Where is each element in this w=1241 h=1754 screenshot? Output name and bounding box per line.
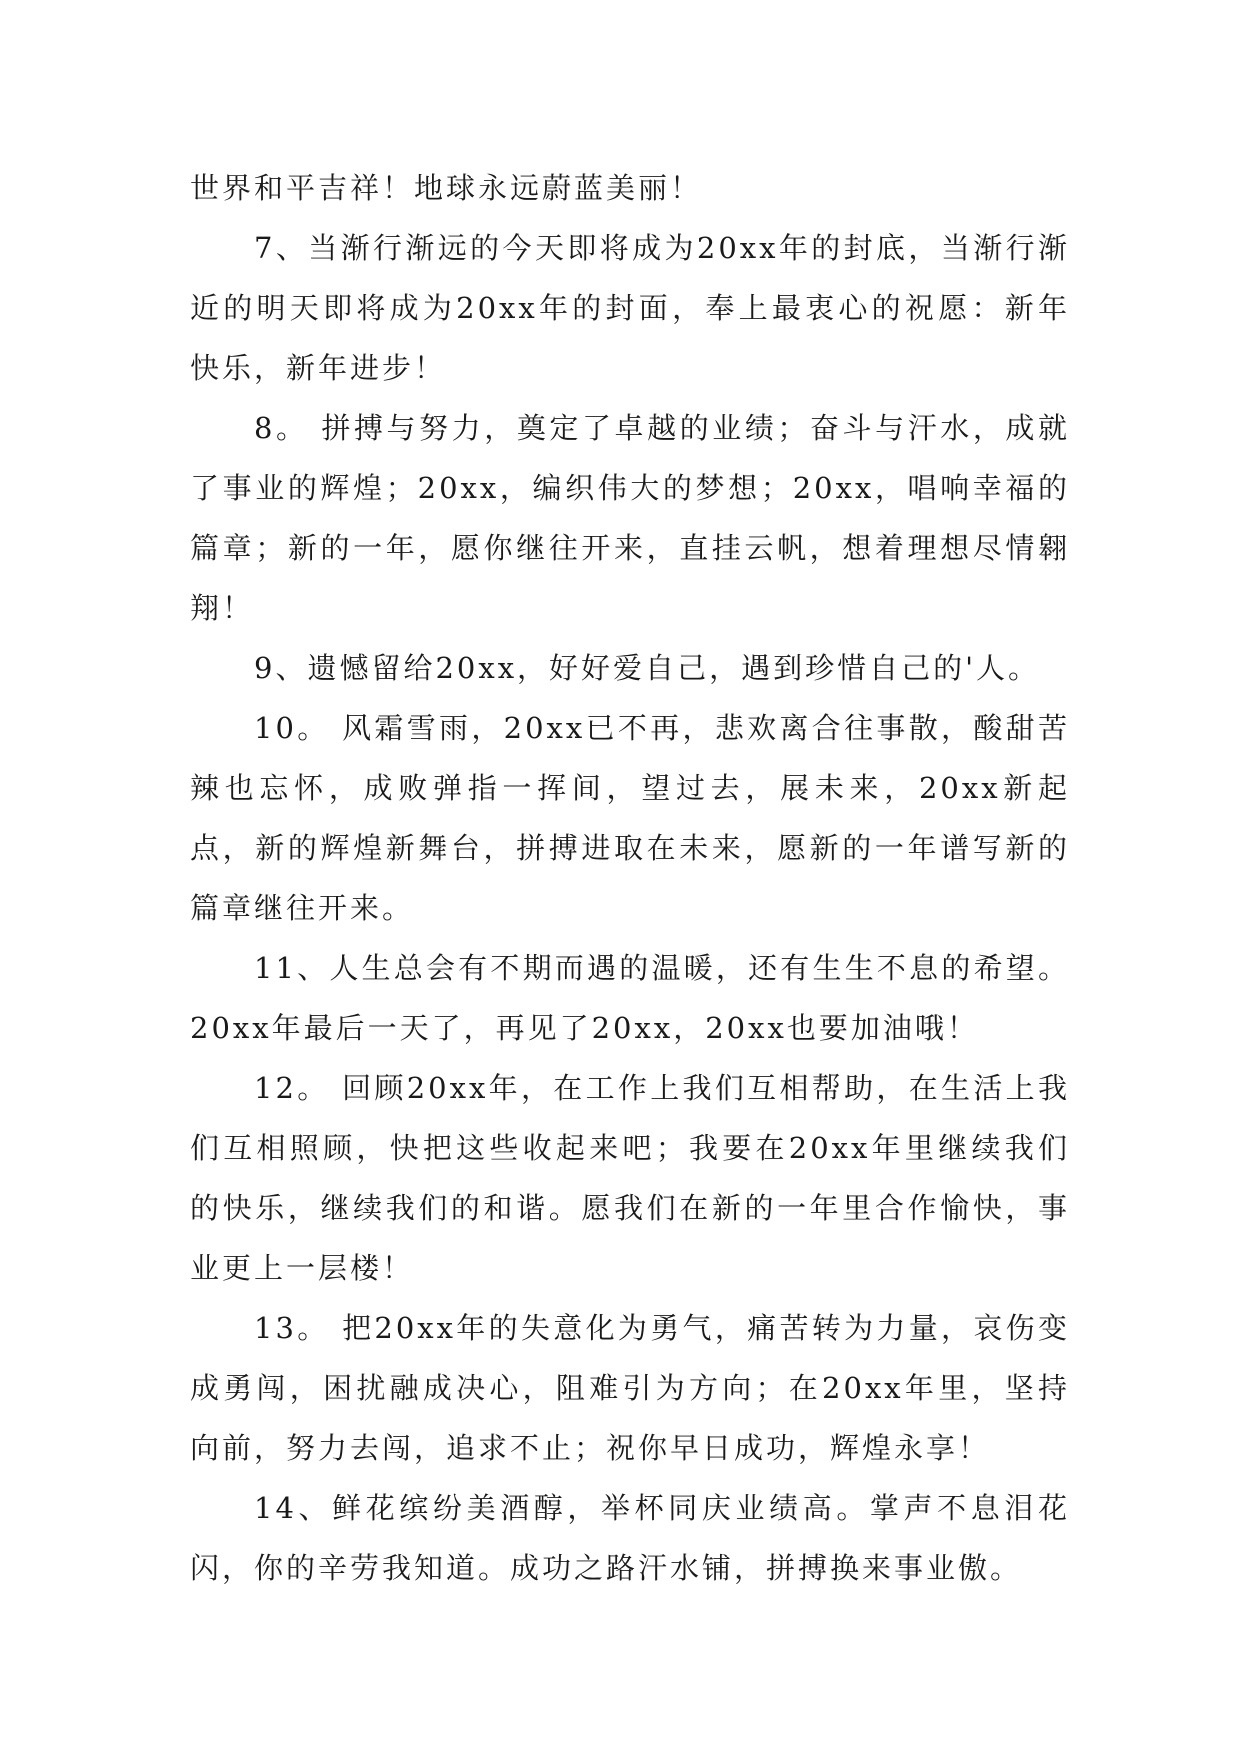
- paragraph-6: 11、人生总会有不期而遇的温暖，还有生生不息的希望。20xx年最后一天了，再见了20xx，20xx也要加油哦！: [190, 951, 1070, 1045]
- paragraph-7: 12。 回顾20xx年，在工作上我们互相帮助，在生活上我们互相照顾，快把这些收起来吧；我要在20xx年里继续我们的快乐，继续我们的和谐。愿我们在新的一年里合作愉快，事业更上一层楼！: [190, 1071, 1070, 1285]
- paragraph-3: 8。 拼搏与努力，奠定了卓越的业绩；奋斗与汗水，成就了事业的辉煌；20xx，编织伟大的梦想；20xx，唱响幸福的篇章；新的一年，愿你继往开来，直挂云帆，想着理想尽情翱翔！: [190, 411, 1070, 625]
- paragraph-4: 9、遗憾留给20xx，好好爱自己，遇到珍惜自己的'人。: [254, 651, 1041, 685]
- paragraph-9: 14、鲜花缤纷美酒醇，举杯同庆业绩高。掌声不息泪花闪，你的辛劳我知道。成功之路汗水铺，拼搏换来事业傲。: [190, 1491, 1070, 1585]
- paragraph-1: 世界和平吉祥！地球永远蔚蓝美丽！: [190, 171, 703, 205]
- document-body: [190, 158, 1070, 1598]
- paragraph-5: 10。 风霜雪雨，20xx已不再，悲欢离合往事散，酸甜苦辣也忘怀，成败弹指一挥间，望过去，展未来，20xx新起点，新的辉煌新舞台，拼搏进取在未来，愿新的一年谱写新的篇章继往开来。: [190, 711, 1070, 925]
- paragraph-2: 7、当渐行渐远的今天即将成为20xx年的封底，当渐行渐近的明天即将成为20xx年的封面，奉上最衷心的祝愿：新年快乐，新年进步！: [190, 231, 1070, 385]
- paragraph-8: 13。 把20xx年的失意化为勇气，痛苦转为力量，哀伤变成勇闯，困扰融成决心，阻难引为方向；在20xx年里，坚持向前，努力去闯，追求不止；祝你早日成功，辉煌永享！: [190, 1311, 1070, 1465]
